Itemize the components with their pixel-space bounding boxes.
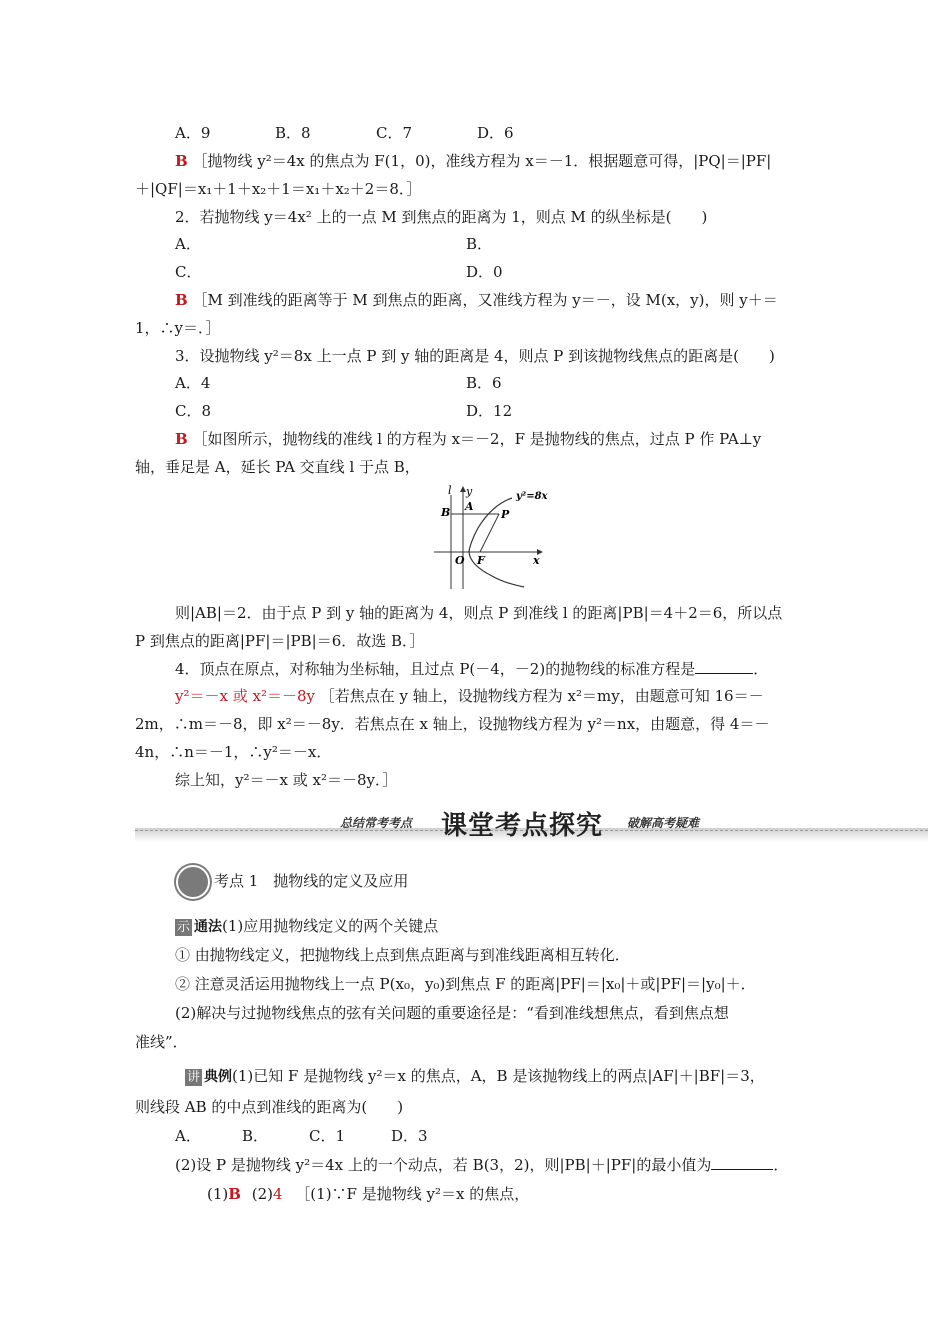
q2-option-a: A． [175, 235, 201, 253]
section-title: 考点 1 抛物线的定义及应用 [214, 872, 409, 890]
example-ans1-prefix: (1) [207, 1185, 229, 1203]
fig-label-y: y [466, 485, 473, 498]
method-heading: (1)应用抛物线定义的两个关键点 [222, 917, 439, 935]
example-option-b: B． [242, 1127, 269, 1145]
method-point2: ② 注意灵活运用抛物线上一点 P(x₀，y₀)到焦点 F 的距离|PF|＝|x₀|＋或|PF|＝|y₀|＋． [175, 975, 756, 993]
example-line1-text: (1)已知 F 是抛物线 y²＝x 的焦点，A，B 是该抛物线上的两点|AF|＋|BF|＝3， [232, 1067, 765, 1085]
q3-explanation-line3: 则|AB|＝2．由于点 P 到 y 轴的距离为 4，则点 P 到准线 l 的距离|PB|＝4＋2＝6，所以点 [175, 604, 783, 622]
q1-option-a: A．9 [175, 124, 211, 142]
q3-option-a: A．4 [175, 374, 211, 392]
q1-options [175, 123, 514, 143]
method-label: 通法 [194, 919, 223, 935]
method-point3-line2: 准线”． [135, 1033, 188, 1051]
q4-explanation [175, 686, 764, 706]
q2-option-d: D．0 [466, 263, 503, 281]
example-answer-blank [711, 1155, 773, 1170]
q4-explanation-line1: ［若焦点在 y 轴上，设抛物线方程为 x²＝my，由题意可知 16＝－ [319, 687, 764, 705]
q1-answer-letter: B [175, 152, 188, 170]
q3-answer-letter: B [175, 430, 188, 448]
example-answer-line [207, 1184, 529, 1204]
example-part2 [175, 1155, 788, 1175]
q4-question-end: ． [753, 660, 769, 678]
fig-label-l: l [448, 484, 452, 497]
fig-label-a: A [465, 500, 474, 513]
example-line2: 则线段 AB 的中点到准线的距离为( ) [135, 1098, 404, 1116]
q3-option-d: D．12 [466, 402, 513, 420]
example-option-c: C．1 [309, 1127, 346, 1145]
fig-label-f: F [477, 554, 485, 567]
q3-question: 3．设抛物线 y²＝8x 上一点 P 到 y 轴的距离是 4，则点 P 到该抛物线焦点的距离是( ) [175, 347, 775, 365]
q2-explanation [175, 290, 778, 310]
q1-option-b: B．8 [275, 124, 311, 142]
example-option-d: D．3 [391, 1127, 428, 1145]
parabola-curve [469, 498, 524, 587]
fig-curve-label: y²=8x [516, 491, 548, 502]
q1-option-c: C．7 [376, 124, 413, 142]
q3-explanation [175, 429, 761, 449]
q1-explanation [175, 151, 771, 171]
example-ans-expl: ［(1)∵F 是抛物线 y²＝x 的焦点， [295, 1185, 530, 1203]
section-bullet-icon [176, 865, 210, 899]
q2-answer-letter: B [175, 291, 188, 309]
q4-answer: y²＝－x 或 x²＝－8y [175, 687, 315, 705]
parabola-figure [432, 483, 550, 591]
q3-explanation-line1: ［如图所示，抛物线的准线 l 的方程为 x＝－2，F 是抛物线的焦点，过点 P 作 PA⊥y [192, 430, 762, 448]
example-label: 典例 [204, 1069, 233, 1085]
fig-label-x: x [533, 554, 540, 567]
q4-explanation-line4: 综上知，y²＝－x 或 x²＝－8y．］ [175, 771, 398, 789]
q2-option-c: C． [175, 263, 202, 281]
q4-question-text: 4．顶点在原点，对称轴为坐标轴，且过点 P(－4，－2)的抛物线的标准方程是 [175, 660, 696, 678]
banner-right-text: 破解高考疑难 [627, 816, 700, 830]
q3-option-b: B．6 [466, 374, 502, 392]
q1-explanation-line2: ＋|QF|＝x₁＋1＋x₂＋1＝x₁＋x₂＋2＝8．］ [135, 180, 422, 198]
q4-question [175, 659, 768, 679]
section-banner [135, 806, 928, 841]
banner-left-text: 总结常考考点 [340, 816, 413, 830]
q3-explanation-line4: P 到焦点的距离|PF|＝|PB|＝6．故选 B．］ [135, 632, 425, 650]
q3-explanation-line2: 轴，垂足是 A，延长 PA 交直线 l 于点 B， [135, 458, 420, 476]
method-heading-line [175, 916, 438, 937]
fig-label-o: O [455, 554, 465, 567]
example-options [175, 1126, 428, 1146]
example-ans1: B [228, 1185, 241, 1203]
q4-explanation-line3: 4n，∴n＝－1，∴y²＝－x． [135, 743, 332, 761]
q2-option-b: B． [466, 235, 493, 253]
fig-label-b: B [441, 506, 451, 519]
example-part2-end: ． [773, 1156, 789, 1174]
example-option-a: A． [175, 1127, 201, 1145]
q4-explanation-line2: 2m，∴m＝－8，即 x²＝－8y．若焦点在 x 轴上，设抛物线方程为 y²＝nx，由题意，得 4＝－ [135, 715, 770, 733]
pf-segment [480, 514, 499, 552]
example-line1 [185, 1066, 765, 1087]
example-part2-text: (2)设 P 是抛物线 y²＝4x 上的一个动点，若 B(3，2)，则|PB|＋|PF|的最小值为 [175, 1156, 712, 1174]
q1-option-d: D．6 [477, 124, 514, 142]
method-tag: 示 [177, 920, 191, 935]
example-tag: 讲 [187, 1070, 201, 1085]
method-point3-line1: (2)解决与过抛物线焦点的弦有关问题的重要途径是：“看到准线想焦点，看到焦点想 [175, 1004, 729, 1022]
method-point1: ① 由抛物线定义，把抛物线上点到焦点距离与到准线距离相互转化． [175, 946, 630, 964]
q2-explanation-line2: 1，∴y＝．］ [135, 319, 221, 337]
banner-title: 课堂考点探究 [441, 811, 604, 841]
q4-answer-blank [695, 659, 753, 674]
example-ans2-prefix: (2) [251, 1185, 273, 1203]
q3-option-c: C．8 [175, 402, 212, 420]
q1-explanation-line1: ［抛物线 y²＝4x 的焦点为 F(1，0)，准线方程为 x＝－1．根据题意可得，|PQ|＝|PF| [192, 152, 772, 170]
q2-question: 2．若抛物线 y＝4x² 上的一点 M 到焦点的距离为 1，则点 M 的纵坐标是( ) [175, 208, 708, 226]
example-ans2: 4 [272, 1185, 283, 1203]
fig-label-p: P [501, 508, 510, 521]
q2-explanation-line1: ［M 到准线的距离等于 M 到焦点的距离，又准线方程为 y＝－，设 M(x，y)，则 y＋＝ [192, 291, 778, 309]
